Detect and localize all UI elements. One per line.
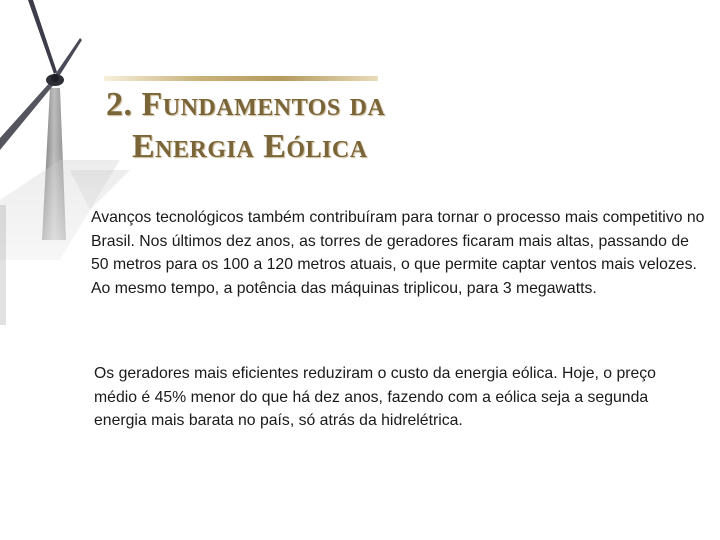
title-divider [104, 76, 378, 81]
body-paragraph-2: Os geradores mais eficientes reduziram o custo da energia eólica. Hoje, o preço médio é 45% menor do que há dez anos, fazendo com a eólica seja a segunda energia mais barata no país, só atrás da hidrelétrica. [94, 365, 656, 429]
body-paragraph-1: Avanços tecnológicos também contribuíram para tornar o processo mais competitivo no Brasil. Nos últimos dez anos, as torres de geradores ficaram mais altas, passando de 50 metros para os 100 a 120 metros atuais, o que permite captar ventos mais velozes. Ao mesmo tempo, a potência das máquinas triplicou, para 3 megawatts. [91, 209, 705, 297]
slide-title-line-2: Energia Eólica [132, 128, 368, 165]
slide-title-line-1: 2. Fundamentos da [106, 86, 386, 123]
